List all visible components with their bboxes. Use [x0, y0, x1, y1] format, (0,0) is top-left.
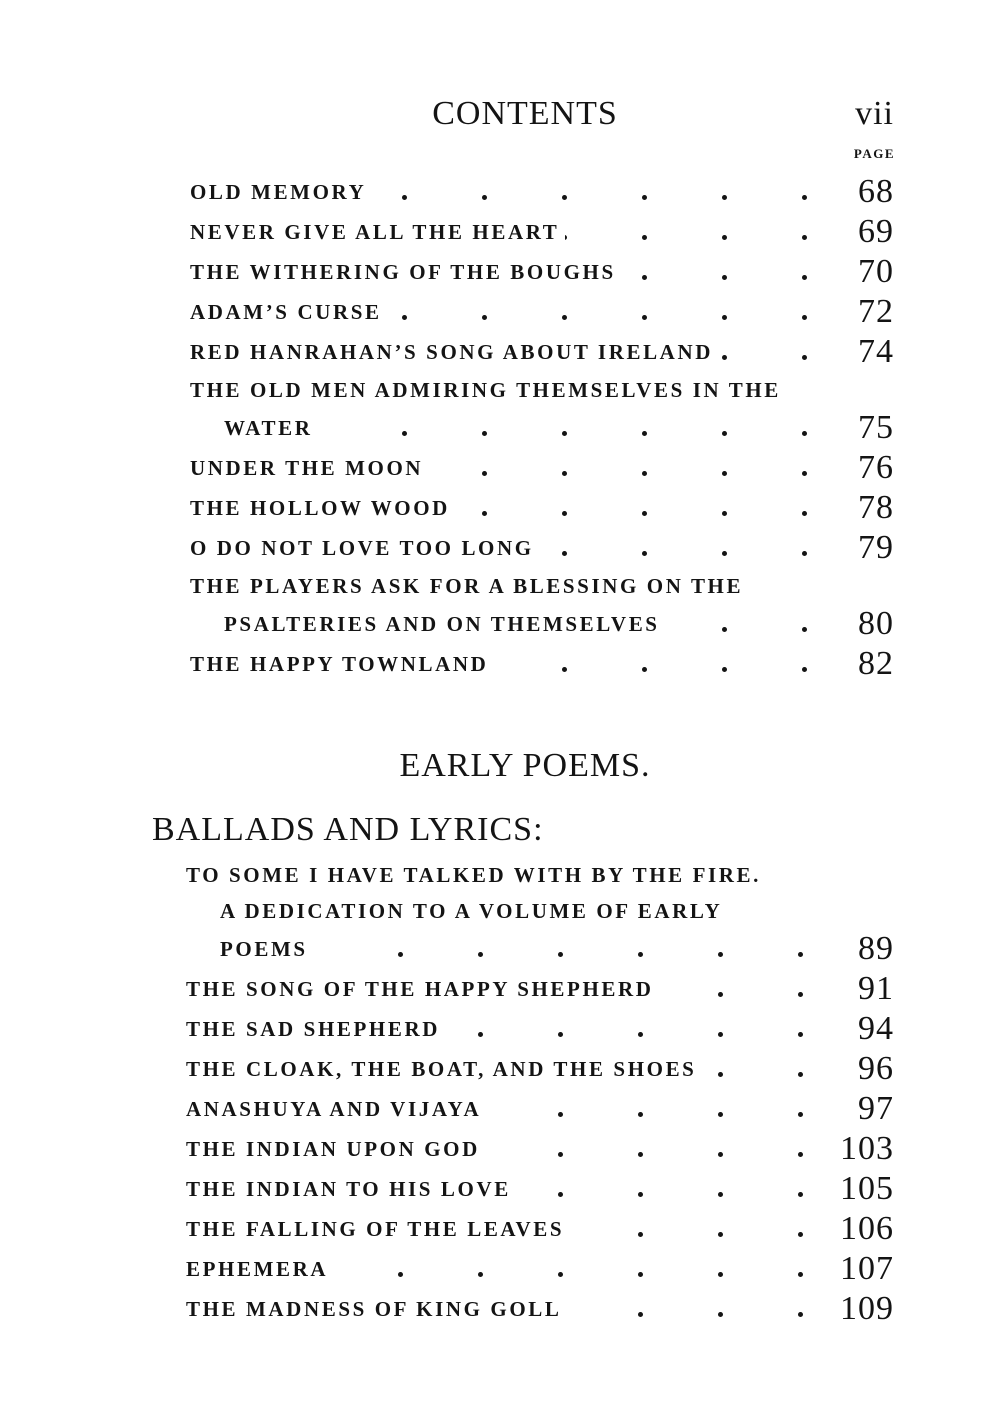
leader-dot [562, 511, 567, 516]
toc-page-number: 68 [858, 173, 894, 210]
toc-entry-line [186, 1009, 894, 1049]
leader-dot [638, 952, 643, 957]
toc-entry [186, 1089, 894, 1129]
leader-dot [798, 1152, 803, 1157]
leader-dot [402, 315, 407, 320]
leader-dot [722, 511, 727, 516]
toc-entry-title: UNDER THE MOON [190, 456, 429, 480]
toc-entry-title: PSALTERIES AND ON THEMSELVES [224, 612, 666, 636]
toc-entry-line [190, 448, 894, 488]
toc-entry-title: POEMS [220, 937, 314, 961]
leader-dot [798, 1232, 803, 1237]
leader-dot [798, 1192, 803, 1197]
toc-page-number: 109 [840, 1290, 894, 1327]
toc-entry [186, 1169, 894, 1209]
leader-dot [718, 952, 723, 957]
toc-page-number: 82 [858, 645, 894, 682]
toc-entry-line [186, 1049, 894, 1089]
leader-dot [638, 1232, 643, 1237]
toc-entry-line [186, 1169, 894, 1209]
toc-page-number: 72 [858, 293, 894, 330]
leader-dot [562, 431, 567, 436]
toc-entry-line [190, 372, 894, 408]
toc-page-number: 91 [858, 970, 894, 1007]
toc-entry [190, 644, 894, 684]
toc-entry-line [186, 1129, 894, 1169]
toc-entry [190, 528, 894, 568]
toc-entry-line [190, 568, 894, 604]
leader-dot [558, 1032, 563, 1037]
toc-entry-title: THE MADNESS OF KING GOLL [186, 1297, 568, 1321]
leader-dot [642, 471, 647, 476]
toc-page-number: 94 [858, 1010, 894, 1047]
toc-entry-line [190, 408, 894, 448]
toc-entry-line [186, 1289, 894, 1329]
contents-list-part-1 [190, 172, 894, 684]
leader-dot [478, 952, 483, 957]
leader-dot [638, 1112, 643, 1117]
toc-entry [190, 372, 894, 448]
leader-dot [558, 1112, 563, 1117]
leader-dot [802, 511, 807, 516]
leader-dot [802, 667, 807, 672]
leader-dot [562, 471, 567, 476]
toc-page-number: 97 [858, 1090, 894, 1127]
toc-entry-title: THE SAD SHEPHERD [186, 1017, 446, 1041]
toc-entry [186, 1049, 894, 1089]
leader-dot [722, 275, 727, 280]
leader-dot [398, 952, 403, 957]
leader-dot [482, 195, 487, 200]
toc-entry-title: THE PLAYERS ASK FOR A BLESSING ON THE [190, 574, 749, 598]
toc-entry-title: THE FALLING OF THE LEAVES [186, 1217, 570, 1241]
leader-dot [562, 195, 567, 200]
toc-entry [190, 292, 894, 332]
toc-entry-title: A DEDICATION TO A VOLUME OF EARLY [220, 899, 728, 923]
toc-entry-title: NEVER GIVE ALL THE HEART [190, 220, 565, 244]
toc-entry-title: OLD MEMORY [190, 180, 372, 204]
toc-entry-title: WATER [224, 416, 318, 440]
toc-entry-title: ANASHUYA AND VIJAYA [186, 1097, 487, 1121]
leader-dot [718, 1112, 723, 1117]
leader-dot [642, 195, 647, 200]
toc-entry-line [190, 488, 894, 528]
leader-dot [642, 431, 647, 436]
toc-entry-line [190, 212, 894, 252]
toc-entry-title: EPHEMERA [186, 1257, 334, 1281]
leader-dot [722, 627, 727, 632]
toc-entry-line [186, 929, 894, 969]
toc-entry-line [190, 644, 894, 684]
toc-entry-title: THE INDIAN TO HIS LOVE [186, 1177, 517, 1201]
toc-entry [190, 332, 894, 372]
leader-dot [718, 1272, 723, 1277]
leader-dot [642, 315, 647, 320]
leader-dot [562, 667, 567, 672]
toc-page-number: 79 [858, 529, 894, 566]
toc-entry-line [190, 252, 894, 292]
leader-dot [722, 431, 727, 436]
leader-dot [802, 551, 807, 556]
toc-entry [190, 448, 894, 488]
toc-entry [190, 172, 894, 212]
toc-entry-title: THE HAPPY TOWNLAND [190, 652, 494, 676]
toc-entry-title: THE SONG OF THE HAPPY SHEPHERD [186, 977, 660, 1001]
toc-entry [190, 488, 894, 528]
toc-entry [190, 212, 894, 252]
leader-dot [482, 431, 487, 436]
leader-dot [638, 1192, 643, 1197]
leader-dot [802, 275, 807, 280]
toc-entry-title: THE OLD MEN ADMIRING THEMSELVES IN THE [190, 378, 787, 402]
leader-dot [642, 667, 647, 672]
toc-entry-line [186, 857, 894, 893]
toc-page-number: 80 [858, 605, 894, 642]
toc-page-number: 107 [840, 1250, 894, 1287]
toc-entry [186, 1289, 894, 1329]
leader-dot [482, 315, 487, 320]
toc-entry-line [190, 528, 894, 568]
toc-entry [186, 969, 894, 1009]
toc-entry-line [190, 292, 894, 332]
contents-list-part-2 [186, 857, 894, 1329]
leader-dot [802, 235, 807, 240]
leader-dot [718, 992, 723, 997]
leader-dot [718, 1312, 723, 1317]
toc-page-number: 78 [858, 489, 894, 526]
leader-dot [562, 551, 567, 556]
leader-dot [798, 1072, 803, 1077]
leader-dot [722, 195, 727, 200]
leader-dot [482, 471, 487, 476]
toc-entry-line [190, 604, 894, 644]
toc-page-number: 106 [840, 1210, 894, 1247]
leader-dot [722, 355, 727, 360]
leader-dot [562, 315, 567, 320]
toc-page-number: 103 [840, 1130, 894, 1167]
toc-page-number: 105 [840, 1170, 894, 1207]
toc-entry [186, 1249, 894, 1289]
toc-page-number: 74 [858, 333, 894, 370]
leader-dot [638, 1152, 643, 1157]
leader-dot [718, 1072, 723, 1077]
leader-dot [402, 431, 407, 436]
toc-entry-title: O DO NOT LOVE TOO LONG [190, 536, 540, 560]
toc-entry-line [186, 969, 894, 1009]
leader-dot [722, 471, 727, 476]
leader-dot [558, 1192, 563, 1197]
section-title: EARLY POEMS. [399, 747, 651, 784]
leader-dot [478, 1032, 483, 1037]
toc-entry-line [186, 1089, 894, 1129]
toc-page-number: 69 [858, 213, 894, 250]
leader-dot [722, 315, 727, 320]
leader-dot [798, 1312, 803, 1317]
leader-dot [718, 1032, 723, 1037]
toc-entry-title: THE INDIAN UPON GOD [186, 1137, 486, 1161]
toc-entry [190, 568, 894, 644]
leader-dot [802, 315, 807, 320]
leader-dot [478, 1272, 483, 1277]
toc-entry-title: THE CLOAK, THE BOAT, AND THE SHOES [186, 1057, 702, 1081]
leader-dot [402, 195, 407, 200]
toc-entry-line [190, 332, 894, 372]
leader-dot [802, 431, 807, 436]
toc-entry-title: RED HANRAHAN’S SONG ABOUT IRELAND [190, 340, 719, 364]
toc-page-number: 70 [858, 253, 894, 290]
leader-dot [722, 551, 727, 556]
toc-page-number: 89 [858, 930, 894, 967]
leader-dot [558, 1152, 563, 1157]
leader-dot [802, 195, 807, 200]
page-column-label: PAGE [853, 146, 895, 161]
leader-dot [482, 511, 487, 516]
toc-entry [186, 857, 894, 969]
leader-dot [722, 235, 727, 240]
running-head [0, 92, 1000, 136]
leader-dot [802, 627, 807, 632]
leader-dot [798, 952, 803, 957]
leader-dot [398, 1272, 403, 1277]
toc-page-number: 76 [858, 449, 894, 486]
toc-entry-line [186, 1249, 894, 1289]
leader-dot [718, 1192, 723, 1197]
leader-dot [642, 275, 647, 280]
toc-entry-line [186, 1209, 894, 1249]
toc-entry-title: ADAM’S CURSE [190, 300, 388, 324]
toc-entry-title: THE HOLLOW WOOD [190, 496, 456, 520]
leader-dot [642, 511, 647, 516]
folio-number: vii [855, 95, 894, 132]
leader-dot [558, 1272, 563, 1277]
leader-dot [558, 952, 563, 957]
leader-dot [798, 992, 803, 997]
toc-entry-title: TO SOME I HAVE TALKED WITH BY THE FIRE. [186, 863, 767, 887]
leader-dot [718, 1152, 723, 1157]
toc-entry [186, 1129, 894, 1169]
toc-page-number: 96 [858, 1050, 894, 1087]
page-title: CONTENTS [432, 95, 618, 132]
leader-dot [798, 1032, 803, 1037]
leader-dot [802, 355, 807, 360]
toc-entry-title: THE WITHERING OF THE BOUGHS [190, 260, 622, 284]
toc-entry [190, 252, 894, 292]
toc-entry [186, 1009, 894, 1049]
leader-dot [642, 235, 647, 240]
leader-dot [638, 1312, 643, 1317]
leader-dot [638, 1272, 643, 1277]
leader-dot [802, 471, 807, 476]
leader-dot [798, 1112, 803, 1117]
toc-entry-line [190, 172, 894, 212]
toc-page-number: 75 [858, 409, 894, 446]
toc-entry-line [186, 893, 894, 929]
toc-entry [186, 1209, 894, 1249]
subsection-title: BALLADS AND LYRICS: [152, 811, 544, 848]
leader-dot [642, 551, 647, 556]
leader-dot [718, 1232, 723, 1237]
leader-dot [638, 1032, 643, 1037]
leader-dot [798, 1272, 803, 1277]
leader-dot [722, 667, 727, 672]
